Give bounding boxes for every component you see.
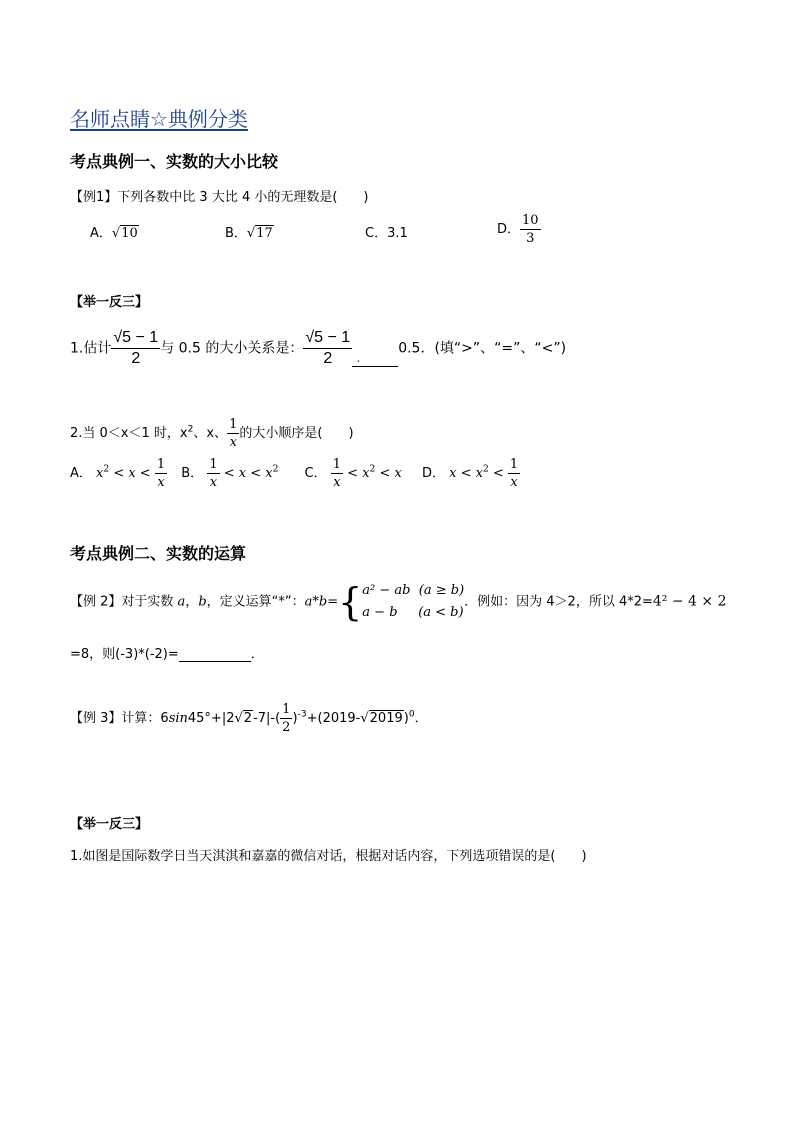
case2-expr: a − b: [362, 605, 398, 620]
option-d-numerator: 10: [522, 213, 539, 228]
option-a-radicand: 10: [121, 226, 138, 241]
blank-dot: .: [356, 350, 361, 366]
example2-label: 【例 2】: [70, 594, 122, 610]
var-a: a: [177, 594, 186, 610]
option-a-label: A．: [90, 226, 112, 241]
example3-end: ．: [414, 711, 428, 726]
option-d-label: D．: [497, 222, 521, 237]
case2-cond: (a < b): [418, 605, 464, 620]
example1-option-a: A．√10: [90, 226, 138, 241]
example1-option-d: [497, 214, 541, 245]
practice1-minus-2: − 1: [323, 329, 351, 346]
practice-heading-2: 【举一反三】: [70, 817, 149, 832]
example3-radicand-1: 2: [243, 711, 253, 726]
example2-line: [70, 580, 727, 624]
practice1-radicand-1: 5: [122, 329, 132, 346]
practice2-option-c: C．: [304, 466, 327, 481]
practice2-sup: 2: [187, 424, 194, 435]
option-b-label: B．: [225, 226, 247, 241]
practice3-line: 1.如图是国际数学日当天淇淇和嘉嘉的微信对话，根据对话内容，下列选项错误的是( ): [70, 849, 587, 864]
practice2-option-d: D．: [421, 466, 445, 481]
answer-blank-1[interactable]: [352, 350, 398, 367]
practice1-suffix: 0.5．(填“>”、“=”、“<”): [398, 340, 567, 357]
practice2-prefix: 2.当 0＜x＜1 时，x: [70, 426, 188, 441]
example3-part5: ): [403, 711, 409, 726]
option-d-denominator: 3: [526, 231, 535, 246]
example2-text3: ．例如：因为 4＞2，所以 4*2=: [464, 594, 653, 610]
example3-part3: ): [292, 711, 298, 726]
example2-text2: ，定义运算“*”：: [206, 594, 305, 610]
example1-label: 【例1】: [70, 190, 118, 205]
example3-line: 【例 3】计算：6sin45°+|2√2-7|-( $\frac{1}{2}$ )$^{-3}+(2019-√2019)^0$．: [70, 702, 428, 735]
practice1-middle: 与 0.5 的大小关系是：: [160, 340, 304, 357]
practice2-middle: 、x、: [193, 426, 228, 441]
example3-part2: -7|-(: [253, 711, 281, 726]
section1-heading: 考点典例一、实数的大小比较: [70, 152, 279, 171]
example2-lhs: a*b=: [304, 594, 339, 610]
sin-function: sin: [168, 711, 188, 726]
case1-cond: (a ≥ b): [418, 583, 465, 598]
example2-text1: 对于实数: [121, 594, 178, 610]
practice1-radicand-2: 5: [314, 329, 324, 346]
section2-heading: 考点典例二、实数的运算: [70, 544, 247, 563]
page-title: 名师点睛☆典例分类: [70, 107, 248, 131]
example3-frac-den: 2: [282, 720, 291, 735]
example3-deg: 45°+|2: [187, 711, 235, 726]
practice2-option-a: A．: [70, 466, 92, 481]
example2-line2-prefix: =8，则(-3)*(-2)=: [70, 647, 179, 662]
practice1-prefix: 1.估计: [70, 340, 112, 357]
practice2-frac-den: x: [229, 435, 237, 450]
example1-option-c: C．3.1: [365, 226, 408, 241]
example1-text: 下列各数中比 3 大比 4 小的无理数是( ): [117, 190, 369, 205]
case1-expr: a² − ab: [362, 583, 411, 598]
example3-frac-num: 1: [282, 702, 291, 717]
example3-part4: +(2019-: [306, 711, 361, 726]
example1-question: [70, 186, 369, 205]
practice2-options: A． $x^2 < x$ < $\frac{1}{x}$ B． $\frac{1}{x}$ < $x < x^2$ C． $\frac{1}{x}$ < $x^2 < x$ D． $x < x^2$ < $\frac{1}{x}$: [70, 457, 519, 490]
example1-option-b: B．√17: [225, 226, 273, 241]
example2-rhs: 4² − 4 × 2: [652, 593, 727, 610]
practice2-suffix: 的大小顺序是( ): [239, 426, 354, 441]
practice2-frac-num: 1: [229, 417, 238, 432]
practice-heading-1: 【举一反三】: [70, 295, 149, 310]
practice1-den-1: 2: [131, 350, 141, 367]
example3-radicand-2: 2019: [369, 711, 403, 726]
example3-label: 【例 3】: [70, 711, 122, 726]
example3-text: 计算：6: [121, 711, 169, 726]
example3-sup-neg3: -3: [297, 709, 307, 720]
example2-line2: [70, 643, 264, 662]
practice1-den-2: 2: [323, 350, 333, 367]
example3-sup-0: 0: [408, 709, 415, 720]
left-brace: {: [338, 580, 363, 624]
var-b: b: [198, 594, 207, 610]
practice1-line: 1.估计 $\frac{√5 - 1}{2}$ 与 0.5 的大小关系是： $\frac{√5 - 1}{2}$ . 0.5．(填“>”、“=”、“<”): [70, 329, 567, 367]
option-b-radicand: 17: [256, 226, 273, 241]
example2-comma: ，: [185, 594, 199, 610]
practice2-line: [70, 418, 354, 449]
answer-blank-2[interactable]: [179, 647, 251, 662]
practice2-option-b: B．: [181, 466, 204, 481]
example2-line2-suffix: ．: [250, 647, 264, 662]
practice1-minus-1: − 1: [131, 329, 159, 346]
